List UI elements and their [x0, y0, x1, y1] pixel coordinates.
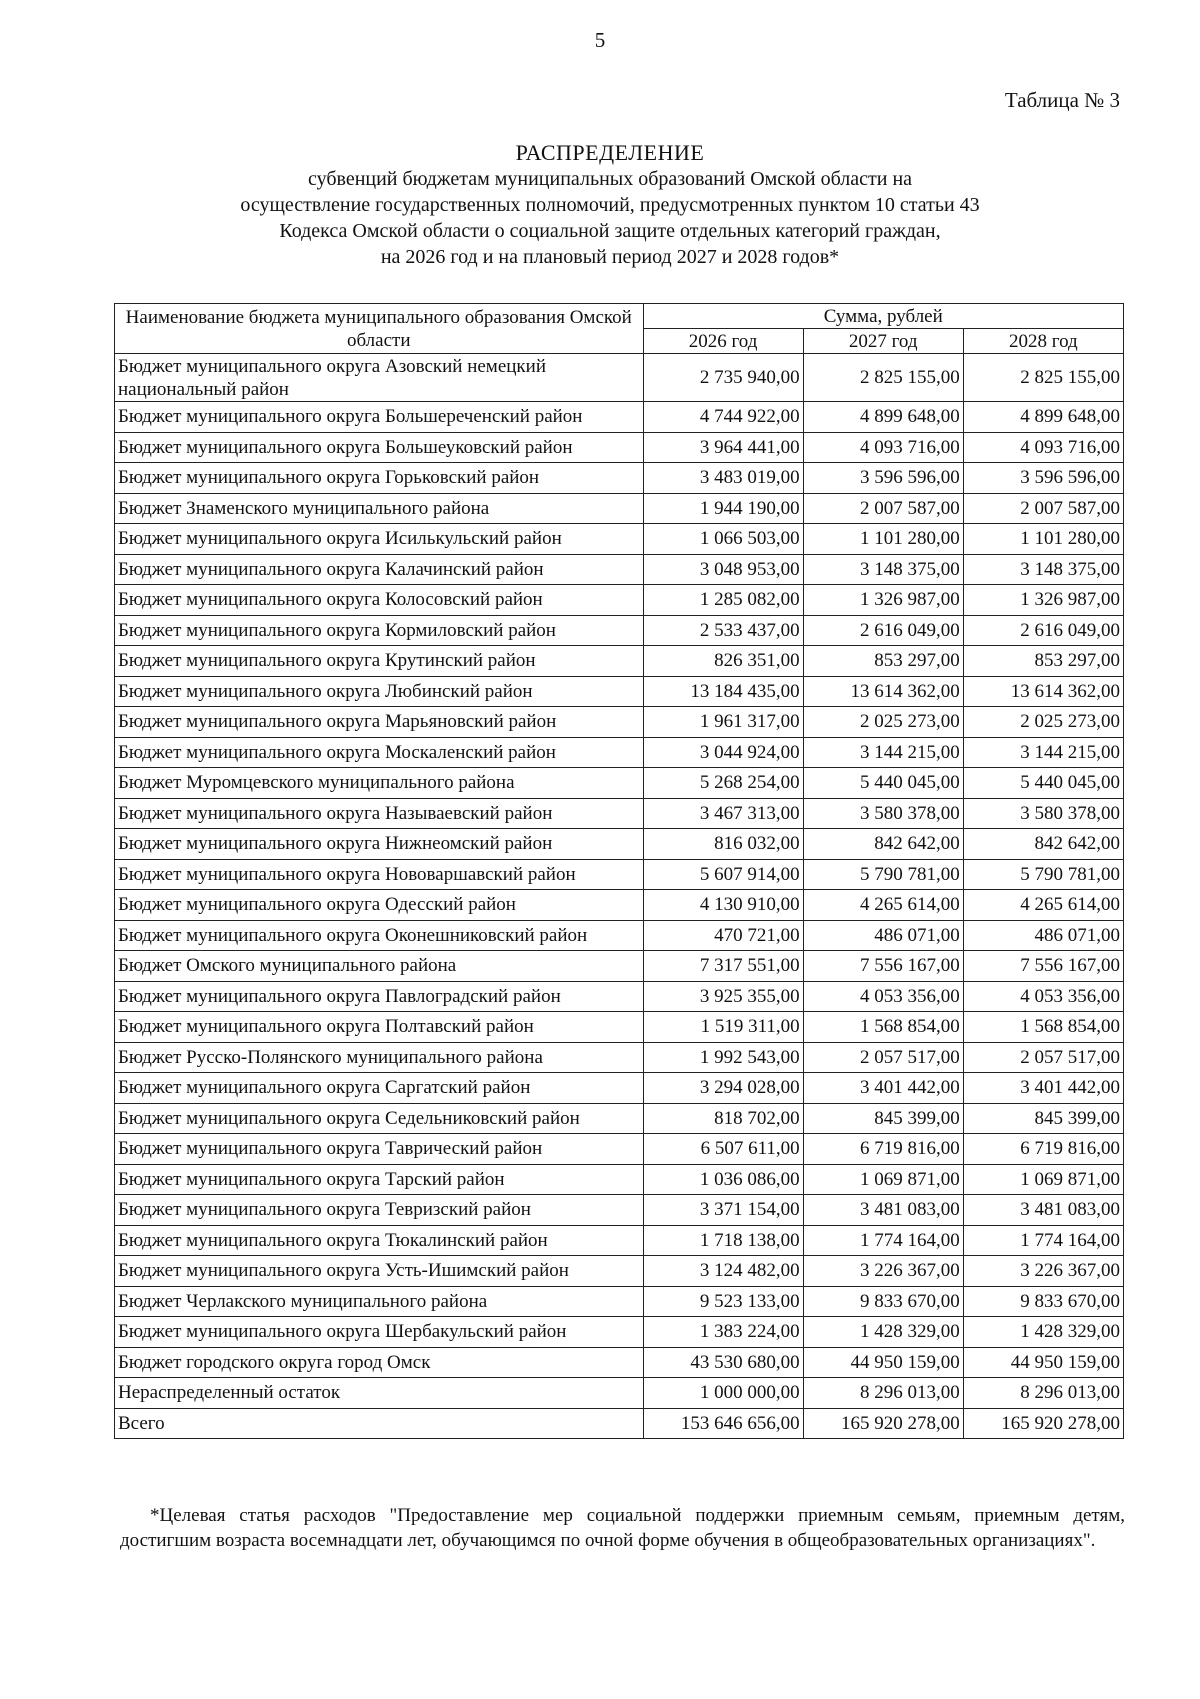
table-row [115, 1317, 1124, 1348]
amount-2028-cell: 5 790 781,00 [963, 859, 1123, 890]
budget-name-cell: Бюджет муниципального округа Тевризский район [115, 1195, 644, 1226]
amount-2028-cell: 1 774 164,00 [963, 1225, 1123, 1256]
budget-name-cell: Бюджет муниципального округа Полтавский район [115, 1012, 644, 1043]
subtitle-line: на 2026 год и на плановый период 2027 и 2028 годов* [380, 246, 840, 268]
budget-name-cell: Бюджет муниципального округа Азовский немецкий национальный район [115, 354, 644, 402]
table-row [115, 1286, 1124, 1317]
amount-2027-cell: 1 428 329,00 [803, 1317, 963, 1348]
table-row [115, 463, 1124, 494]
table-row [115, 1164, 1124, 1195]
amount-2026-cell: 1 961 317,00 [643, 707, 803, 738]
table-row [115, 493, 1124, 524]
table-row [115, 1012, 1124, 1043]
amount-2027-cell: 2 825 155,00 [803, 354, 963, 402]
amount-2026-cell: 7 317 551,00 [643, 951, 803, 982]
amount-2028-cell: 486 071,00 [963, 920, 1123, 951]
amount-2027-cell: 3 144 215,00 [803, 737, 963, 768]
amount-2027-cell: 1 326 987,00 [803, 585, 963, 616]
budget-name-cell: Бюджет муниципального округа Кормиловский район [115, 615, 644, 646]
table-row [115, 432, 1124, 463]
amount-2028-cell: 9 833 670,00 [963, 1286, 1123, 1317]
budget-name-cell: Бюджет муниципального округа Москаленский район [115, 737, 644, 768]
amount-2027-cell: 9 833 670,00 [803, 1286, 963, 1317]
amount-2026-cell: 2 533 437,00 [643, 615, 803, 646]
table-row [115, 951, 1124, 982]
amount-2026-cell: 3 294 028,00 [643, 1073, 803, 1104]
table-row [115, 554, 1124, 585]
budget-name-cell: Всего [115, 1408, 644, 1439]
table-row [115, 1134, 1124, 1165]
amount-2026-cell: 9 523 133,00 [643, 1286, 803, 1317]
amount-2026-cell: 3 964 441,00 [643, 432, 803, 463]
footnote: *Целевая статья расходов "Предоставление мер социальной поддержки приемным семьям, приемным детям, достигшим возраста восемнадцати лет, обучающимся по очной форме обучения в общеобразовательных организациях". [120, 1505, 1125, 1551]
amount-2026-cell: 1 036 086,00 [643, 1164, 803, 1195]
amount-2028-cell: 2 616 049,00 [963, 615, 1123, 646]
budget-name-cell: Бюджет городского округа город Омск [115, 1347, 644, 1378]
budget-name-cell: Бюджет Знаменского муниципального района [115, 493, 644, 524]
amount-2026-cell: 6 507 611,00 [643, 1134, 803, 1165]
amount-2027-cell: 1 774 164,00 [803, 1225, 963, 1256]
table-row [115, 585, 1124, 616]
amount-2027-cell: 853 297,00 [803, 646, 963, 677]
table-row [115, 798, 1124, 829]
amount-2028-cell: 3 580 378,00 [963, 798, 1123, 829]
amount-2026-cell: 1 066 503,00 [643, 524, 803, 555]
budget-name-cell: Бюджет муниципального округа Исилькульский район [115, 524, 644, 555]
amount-2026-cell: 3 925 355,00 [643, 981, 803, 1012]
amount-2027-cell: 1 568 854,00 [803, 1012, 963, 1043]
amount-2026-cell: 470 721,00 [643, 920, 803, 951]
amount-2028-cell: 7 556 167,00 [963, 951, 1123, 982]
amount-2026-cell: 5 268 254,00 [643, 768, 803, 799]
amount-2026-cell: 1 992 543,00 [643, 1042, 803, 1073]
amount-2028-cell: 4 265 614,00 [963, 890, 1123, 921]
table-row [115, 981, 1124, 1012]
table-row [115, 1408, 1124, 1439]
table-row [115, 1378, 1124, 1409]
amount-2026-cell: 816 032,00 [643, 829, 803, 860]
budget-name-cell: Бюджет муниципального округа Большеуковский район [115, 432, 644, 463]
amount-2026-cell: 818 702,00 [643, 1103, 803, 1134]
amount-2028-cell: 2 007 587,00 [963, 493, 1123, 524]
amount-2027-cell: 165 920 278,00 [803, 1408, 963, 1439]
amount-2028-cell: 1 326 987,00 [963, 585, 1123, 616]
amount-2028-cell: 845 399,00 [963, 1103, 1123, 1134]
header-sum: Сумма, рублей [643, 304, 1124, 329]
table-row [115, 1103, 1124, 1134]
budget-name-cell: Бюджет муниципального округа Крутинский район [115, 646, 644, 677]
amount-2028-cell: 1 069 871,00 [963, 1164, 1123, 1195]
amount-2028-cell: 853 297,00 [963, 646, 1123, 677]
amount-2027-cell: 486 071,00 [803, 920, 963, 951]
table-row [115, 707, 1124, 738]
budget-name-cell: Бюджет муниципального округа Павлоградский район [115, 981, 644, 1012]
title-block [110, 140, 1110, 270]
amount-2028-cell: 4 899 648,00 [963, 402, 1123, 433]
amount-2026-cell: 1 285 082,00 [643, 585, 803, 616]
amount-2027-cell: 13 614 362,00 [803, 676, 963, 707]
amount-2028-cell: 842 642,00 [963, 829, 1123, 860]
amount-2028-cell: 1 428 329,00 [963, 1317, 1123, 1348]
amount-2026-cell: 3 371 154,00 [643, 1195, 803, 1226]
budget-name-cell: Бюджет муниципального округа Называевский район [115, 798, 644, 829]
amount-2028-cell: 165 920 278,00 [963, 1408, 1123, 1439]
table-row [115, 615, 1124, 646]
amount-2027-cell: 3 596 596,00 [803, 463, 963, 494]
budget-name-cell: Бюджет муниципального округа Седельниковский район [115, 1103, 644, 1134]
amount-2026-cell: 153 646 656,00 [643, 1408, 803, 1439]
amount-2026-cell: 2 735 940,00 [643, 354, 803, 402]
amount-2027-cell: 1 101 280,00 [803, 524, 963, 555]
amount-2027-cell: 2 025 273,00 [803, 707, 963, 738]
table-body [115, 354, 1124, 1439]
amount-2026-cell: 1 519 311,00 [643, 1012, 803, 1043]
amount-2028-cell: 2 025 273,00 [963, 707, 1123, 738]
budget-name-cell: Нераспределенный остаток [115, 1378, 644, 1409]
budget-name-cell: Бюджет муниципального округа Одесский район [115, 890, 644, 921]
budget-name-cell: Бюджет муниципального округа Шербакульский район [115, 1317, 644, 1348]
amount-2027-cell: 5 440 045,00 [803, 768, 963, 799]
table-row [115, 768, 1124, 799]
table-row [115, 1042, 1124, 1073]
budget-name-cell: Бюджет муниципального округа Тарский район [115, 1164, 644, 1195]
amount-2026-cell: 1 000 000,00 [643, 1378, 803, 1409]
table-row [115, 646, 1124, 677]
amount-2028-cell: 2 057 517,00 [963, 1042, 1123, 1073]
amount-2026-cell: 5 607 914,00 [643, 859, 803, 890]
amount-2026-cell: 826 351,00 [643, 646, 803, 677]
table-row [115, 676, 1124, 707]
amount-2028-cell: 3 148 375,00 [963, 554, 1123, 585]
budget-name-cell: Бюджет Черлакского муниципального района [115, 1286, 644, 1317]
budget-name-cell: Бюджет муниципального округа Марьяновский район [115, 707, 644, 738]
amount-2027-cell: 3 148 375,00 [803, 554, 963, 585]
budget-name-cell: Бюджет муниципального округа Оконешниковский район [115, 920, 644, 951]
table-row [115, 524, 1124, 555]
amount-2027-cell: 2 616 049,00 [803, 615, 963, 646]
amount-2026-cell: 3 483 019,00 [643, 463, 803, 494]
amount-2027-cell: 8 296 013,00 [803, 1378, 963, 1409]
amount-2027-cell: 4 265 614,00 [803, 890, 963, 921]
table-label: Таблица № 3 [1004, 88, 1120, 112]
amount-2027-cell: 7 556 167,00 [803, 951, 963, 982]
budget-name-cell: Бюджет муниципального округа Таврический район [115, 1134, 644, 1165]
budget-name-cell: Бюджет муниципального округа Усть-Ишимский район [115, 1256, 644, 1287]
budget-name-cell: Бюджет Русско-Полянского муниципального района [115, 1042, 644, 1073]
amount-2026-cell: 4 744 922,00 [643, 402, 803, 433]
amount-2027-cell: 3 401 442,00 [803, 1073, 963, 1104]
header-year-2026: 2026 год [643, 329, 803, 354]
amount-2027-cell: 842 642,00 [803, 829, 963, 860]
amount-2028-cell: 6 719 816,00 [963, 1134, 1123, 1165]
header-year-2028: 2028 год [963, 329, 1123, 354]
subtitle-line: субвенций бюджетам муниципальных образований Омской области на [307, 168, 913, 190]
amount-2026-cell: 3 048 953,00 [643, 554, 803, 585]
budget-name-cell: Бюджет муниципального округа Большереченский район [115, 402, 644, 433]
amount-2028-cell: 3 481 083,00 [963, 1195, 1123, 1226]
table-row [115, 829, 1124, 860]
amount-2026-cell: 1 944 190,00 [643, 493, 803, 524]
amount-2027-cell: 6 719 816,00 [803, 1134, 963, 1165]
table-row [115, 402, 1124, 433]
budget-name-cell: Бюджет муниципального округа Колосовский район [115, 585, 644, 616]
amount-2028-cell: 4 093 716,00 [963, 432, 1123, 463]
amount-2026-cell: 1 718 138,00 [643, 1225, 803, 1256]
budget-name-cell: Бюджет Муромцевского муниципального района [115, 768, 644, 799]
budget-name-cell: Бюджет муниципального округа Любинский район [115, 676, 644, 707]
budget-name-cell: Бюджет муниципального округа Саргатский район [115, 1073, 644, 1104]
amount-2028-cell: 3 226 367,00 [963, 1256, 1123, 1287]
budget-name-cell: Бюджет муниципального округа Тюкалинский район [115, 1225, 644, 1256]
table-row [115, 920, 1124, 951]
amount-2028-cell: 3 144 215,00 [963, 737, 1123, 768]
amount-2027-cell: 4 093 716,00 [803, 432, 963, 463]
budget-name-cell: Бюджет муниципального округа Горьковский район [115, 463, 644, 494]
amount-2027-cell: 4 053 356,00 [803, 981, 963, 1012]
amount-2026-cell: 3 124 482,00 [643, 1256, 803, 1287]
amount-2027-cell: 4 899 648,00 [803, 402, 963, 433]
amount-2028-cell: 1 101 280,00 [963, 524, 1123, 555]
table-row [115, 1347, 1124, 1378]
budget-name-cell: Бюджет муниципального округа Нижнеомский район [115, 829, 644, 860]
amount-2027-cell: 1 069 871,00 [803, 1164, 963, 1195]
table-row [115, 859, 1124, 890]
amount-2028-cell: 44 950 159,00 [963, 1347, 1123, 1378]
amount-2026-cell: 4 130 910,00 [643, 890, 803, 921]
amount-2027-cell: 845 399,00 [803, 1103, 963, 1134]
table-row [115, 1073, 1124, 1104]
amount-2026-cell: 1 383 224,00 [643, 1317, 803, 1348]
budget-name-cell: Бюджет муниципального округа Нововаршавский район [115, 859, 644, 890]
subtitle-line: Кодекса Омской области о социальной защите отдельных категорий граждан, [279, 220, 941, 242]
amount-2027-cell: 2 057 517,00 [803, 1042, 963, 1073]
amount-2027-cell: 3 226 367,00 [803, 1256, 963, 1287]
amount-2028-cell: 5 440 045,00 [963, 768, 1123, 799]
page-number: 5 [594, 28, 606, 52]
amount-2027-cell: 44 950 159,00 [803, 1347, 963, 1378]
document-title: РАСПРЕДЕЛЕНИЕ [515, 140, 705, 165]
table-row [115, 1225, 1124, 1256]
budget-name-cell: Бюджет Омского муниципального района [115, 951, 644, 982]
subvention-table [114, 303, 1124, 1439]
amount-2026-cell: 13 184 435,00 [643, 676, 803, 707]
amount-2027-cell: 5 790 781,00 [803, 859, 963, 890]
amount-2026-cell: 43 530 680,00 [643, 1347, 803, 1378]
amount-2028-cell: 8 296 013,00 [963, 1378, 1123, 1409]
table-row [115, 890, 1124, 921]
subtitle-line: осуществление государственных полномочий, предусмотренных пунктом 10 статьи 43 [240, 194, 980, 216]
table-row [115, 737, 1124, 768]
amount-2028-cell: 1 568 854,00 [963, 1012, 1123, 1043]
amount-2028-cell: 2 825 155,00 [963, 354, 1123, 402]
table-row [115, 354, 1124, 402]
amount-2028-cell: 4 053 356,00 [963, 981, 1123, 1012]
header-budget-name: Наименование бюджета муниципального образования Омской области [115, 304, 644, 354]
amount-2027-cell: 2 007 587,00 [803, 493, 963, 524]
amount-2026-cell: 3 467 313,00 [643, 798, 803, 829]
amount-2028-cell: 3 401 442,00 [963, 1073, 1123, 1104]
amount-2026-cell: 3 044 924,00 [643, 737, 803, 768]
budget-name-cell: Бюджет муниципального округа Калачинский район [115, 554, 644, 585]
amount-2028-cell: 13 614 362,00 [963, 676, 1123, 707]
table-row [115, 1256, 1124, 1287]
amount-2027-cell: 3 481 083,00 [803, 1195, 963, 1226]
amount-2027-cell: 3 580 378,00 [803, 798, 963, 829]
amount-2028-cell: 3 596 596,00 [963, 463, 1123, 494]
table-row [115, 1195, 1124, 1226]
header-year-2027: 2027 год [803, 329, 963, 354]
